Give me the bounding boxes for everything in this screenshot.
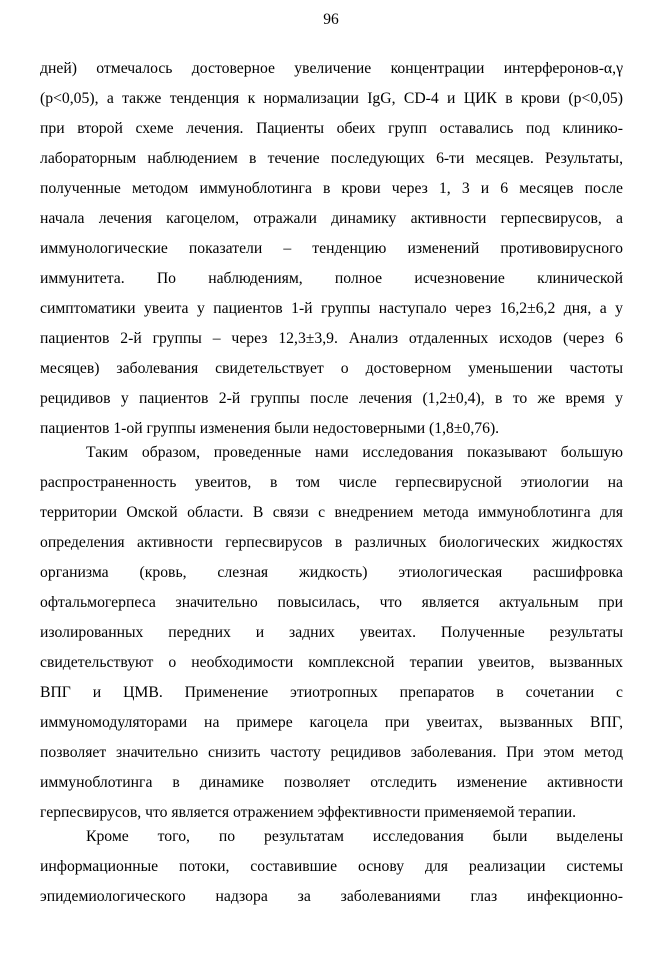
paragraph-conclusions: [40, 438, 623, 828]
text-line: распространенность увеитов, в том числе герпесвирусной этиологии на: [40, 474, 623, 491]
text-line: лабораторным наблюдением в течение последующих 6-ти месяцев. Результаты,: [40, 150, 623, 167]
text-line: определения активности герпесвирусов в различных биологических жидкостях: [40, 534, 623, 551]
text-line: иммунологические показатели – тенденцию изменений противовирусного: [40, 240, 623, 257]
text-line: дней) отмечалось достоверное увеличение концентрации интерферонов-α,γ: [40, 60, 623, 77]
text-line: ВПГ и ЦМВ. Применение этиотропных препаратов в сочетании с: [40, 684, 623, 701]
paragraph-treatment-results: [40, 54, 623, 444]
text-line: иммунитета. По наблюдениям, полное исчезновение клинической: [40, 270, 623, 287]
text-line: рецидивов у пациентов 2-й группы после лечения (1,2±0,4), в то же время у: [40, 390, 623, 407]
text-line: симптоматики увеита у пациентов 1-й группы наступало через 16,2±6,2 дня, а у: [40, 300, 623, 317]
text-line: позволяет значительно снизить частоту рецидивов заболевания. При этом метод: [40, 744, 623, 761]
text-line: изолированных передних и задних увеитах. Полученные результаты: [40, 624, 623, 641]
text-line: месяцев) заболевания свидетельствует о достоверном уменьшении частоты: [40, 360, 623, 377]
text-line: начала лечения кагоцелом, отражали динамику активности герпесвирусов, а: [40, 210, 623, 227]
paragraph-information-flows: [40, 822, 623, 912]
text-line: иммуноблотинга в динамике позволяет отследить изменение активности: [40, 774, 623, 791]
text-line: при второй схеме лечения. Пациенты обеих групп оставались под клинико-: [40, 120, 623, 137]
text-line: Таким образом, проведенные нами исследования показывают большую: [86, 444, 623, 461]
text-line: организма (кровь, слезная жидкость) этиологическая расшифровка: [40, 564, 623, 581]
text-line: полученные методом иммуноблотинга в крови через 1, 3 и 6 месяцев после: [40, 180, 623, 197]
text-line: иммуномодуляторами на примере кагоцела при увеитах, вызванных ВПГ,: [40, 714, 623, 731]
text-line: территории Омской области. В связи с внедрением метода иммуноблотинга для: [40, 504, 623, 521]
text-line: пациентов 1-ой группы изменения были недостоверными (1,8±0,76).: [40, 420, 500, 437]
page-number: 96: [323, 11, 339, 28]
text-line: пациентов 2-й группы – через 12,3±3,9. Анализ отдаленных исходов (через 6: [40, 330, 623, 347]
text-line: свидетельствуют о необходимости комплексной терапии увеитов, вызванных: [40, 654, 623, 671]
text-line: Кроме того, по результатам исследования были выделены: [86, 828, 623, 845]
text-line: информационные потоки, составившие основу для реализации системы: [40, 858, 623, 875]
text-line: (р<0,05), а также тенденция к нормализации IgG, CD-4 и ЦИК в крови (р<0,05): [40, 90, 623, 107]
text-line: герпесвирусов, что является отражением эффективности применяемой терапии.: [40, 804, 577, 821]
text-line: офтальмогерпеса значительно повысилась, что является актуальным при: [40, 594, 623, 611]
text-line: эпидемиологического надзора за заболеваниями глаз инфекционно-: [40, 888, 623, 905]
